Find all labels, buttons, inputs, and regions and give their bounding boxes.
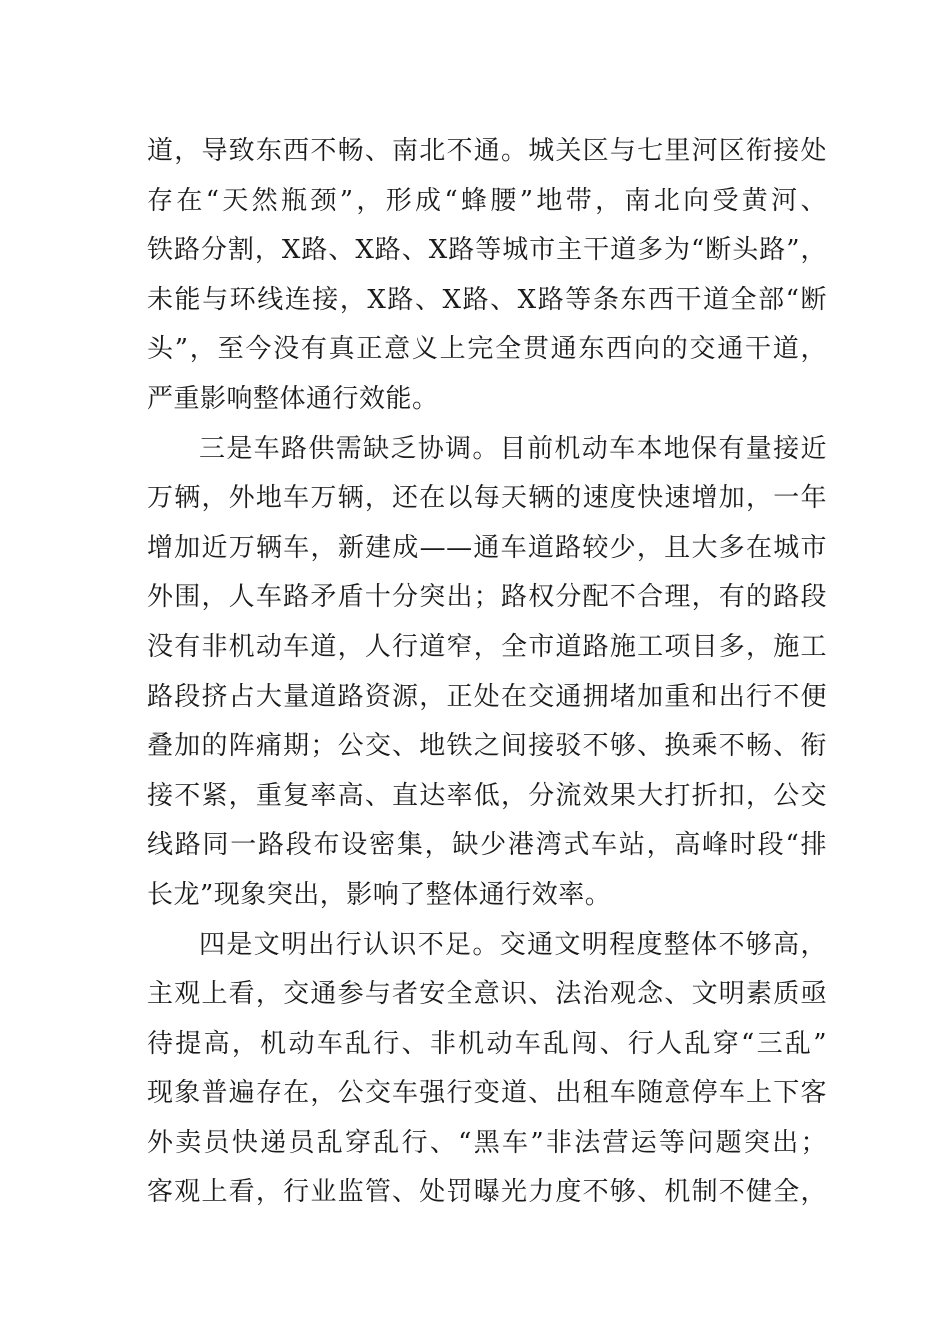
text-line: 长龙”现象突出，影响了整体通行效率。 xyxy=(147,879,612,910)
text-line: 现象普遍存在，公交车强行变道、出租车随意停车上下客 xyxy=(147,1078,827,1109)
text-line: 增加近万辆车，新建成——通车道路较少，且大多在城市 xyxy=(147,532,827,563)
text-line: 未能与环线连接，X路、X路、X路等条东西干道全部“断 xyxy=(147,284,827,315)
text-line: 接不紧，重复率高、直达率低，分流效果大打折扣，公交 xyxy=(147,780,827,811)
text-line: 外围，人车路矛盾十分突出；路权分配不合理，有的路段 xyxy=(147,582,827,613)
text-line: 铁路分割，X路、X路、X路等城市主干道多为“断头路”， xyxy=(147,235,827,266)
text-line: 主观上看，交通参与者安全意识、法治观念、文明素质亟 xyxy=(147,979,827,1010)
text-line: 叠加的阵痛期；公交、地铁之间接驳不够、换乘不畅、衔 xyxy=(147,731,827,762)
text-line: 四是文明出行认识不足。交通文明程度整体不够高， xyxy=(199,929,827,960)
text-line: 万辆，外地车万辆，还在以每天辆的速度快速增加，一年 xyxy=(147,483,827,514)
text-line: 严重影响整体通行效能。 xyxy=(147,383,439,414)
body-text xyxy=(147,127,827,1218)
text-line: 存在“天然瓶颈”，形成“蜂腰”地带，南北向受黄河、 xyxy=(147,185,827,216)
text-line: 没有非机动车道，人行道窄，全市道路施工项目多，施工 xyxy=(147,631,827,662)
text-line: 外卖员快递员乱穿乱行、“黑车”非法营运等问题突出； xyxy=(147,1127,827,1158)
text-line: 头”，至今没有真正意义上完全贯通东西向的交通干道， xyxy=(147,334,827,365)
text-line: 客观上看，行业监管、处罚曝光力度不够、机制不健全， xyxy=(147,1177,827,1208)
text-line: 三是车路供需缺乏协调。目前机动车本地保有量接近 xyxy=(199,433,827,464)
text-line: 待提高，机动车乱行、非机动车乱闯、行人乱穿“三乱” xyxy=(147,1028,827,1059)
text-line: 线路同一路段布设密集，缺少港湾式车站，高峰时段“排 xyxy=(147,830,827,861)
text-line: 道，导致东西不畅、南北不通。城关区与七里河区衔接处 xyxy=(147,136,827,166)
text-line: 路段挤占大量道路资源，正处在交通拥堵加重和出行不便 xyxy=(147,681,827,712)
